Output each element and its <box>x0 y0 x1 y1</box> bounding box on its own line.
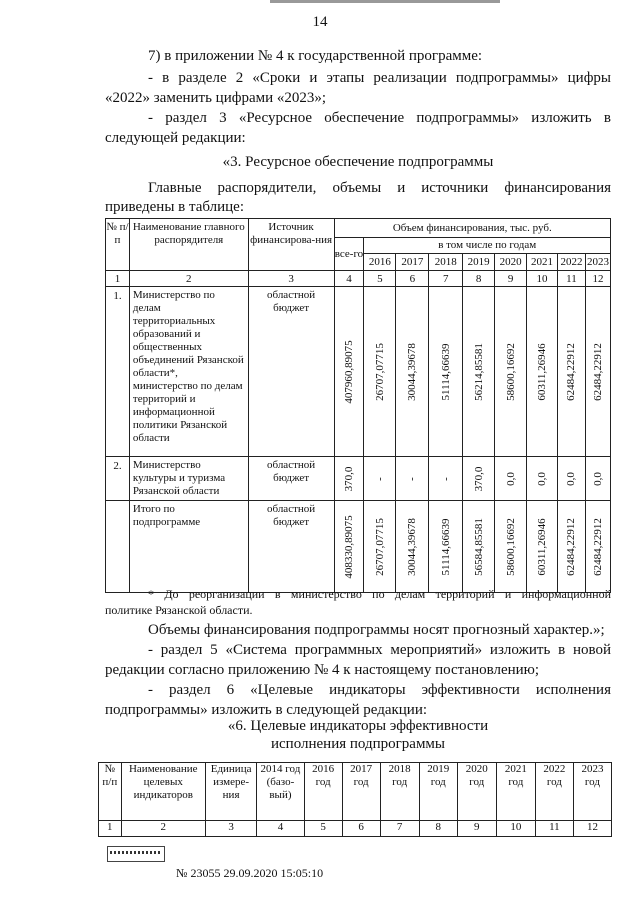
row-name: Итого по подпрограмме <box>129 501 248 593</box>
value-text: 51114,66639 <box>439 518 452 575</box>
para2-line1: Объемы финансирования подпрограммы носят прогнозный характер.»; <box>148 622 605 638</box>
value-cell <box>585 501 610 593</box>
para2-line3: редакции согласно приложению № 4 к настоящему постановлению; <box>105 662 540 678</box>
value-cell <box>334 501 364 593</box>
footnote-line1: * До реорганизации в министерство по делам территорий и информационной <box>148 587 611 601</box>
year-header: 2017 <box>396 254 429 271</box>
para1-line4: - раздел 3 «Ресурсное обеспечение подпрограммы» изложить в <box>148 110 611 126</box>
section6-title-line2: исполнения подпрограммы <box>270 736 446 752</box>
value-cell <box>463 501 495 593</box>
column-number: 2 <box>121 821 205 837</box>
table-row <box>106 457 611 501</box>
para1-line1: 7) в приложении № 4 к государственной программе: <box>148 48 483 64</box>
para1-line2: - в разделе 2 «Сроки и этапы реализации подпрограммы» цифры <box>148 70 611 86</box>
value-text: - <box>406 476 419 481</box>
scan-artifact <box>270 0 500 3</box>
column-number: 9 <box>495 271 527 287</box>
column-number: 7 <box>380 821 419 837</box>
column-number: 10 <box>496 821 535 837</box>
header-source: Источник финансирова-ния <box>248 219 334 271</box>
header-total: все-го <box>334 238 364 271</box>
value-text: 407960,89075 <box>342 339 355 404</box>
column-number: 9 <box>457 821 496 837</box>
year-header: 2018 <box>429 254 463 271</box>
para1-line3: «2022» заменить цифрами «2023»; <box>105 90 327 106</box>
value-text: 408330,89075 <box>342 514 355 579</box>
year-header: 2016 год <box>304 763 342 821</box>
value-cell <box>396 457 429 501</box>
value-cell <box>527 287 558 457</box>
value-cell <box>334 457 364 501</box>
column-number: 5 <box>304 821 342 837</box>
column-number: 4 <box>334 271 364 287</box>
column-number: 1 <box>106 271 130 287</box>
para2-line5: подпрограммы» изложить в следующей редакции: <box>105 702 428 718</box>
year-header: 2019 <box>463 254 495 271</box>
header-num: № п/п <box>106 219 130 271</box>
column-number: 10 <box>527 271 558 287</box>
row-number <box>106 501 130 593</box>
value-cell <box>334 287 364 457</box>
value-cell <box>527 457 558 501</box>
row-number: 1. <box>106 287 130 457</box>
row-number: 2. <box>106 457 130 501</box>
barcode-mark <box>110 851 160 854</box>
value-cell <box>364 501 396 593</box>
value-cell <box>557 287 585 457</box>
value-text: 62484,22912 <box>565 517 578 576</box>
header-volume: Объем финансирования, тыс. руб. <box>334 219 610 238</box>
value-text: 56214,85581 <box>472 342 485 401</box>
intro-line2: приведены в таблице: <box>105 199 245 215</box>
column-number: 12 <box>585 271 610 287</box>
value-text: 370,0 <box>472 466 485 491</box>
row-name: Министерство по делам территориальных образований и общественных объединений Рязанской области*, министерство по делам территорий и информационной политики Рязанской области <box>129 287 248 457</box>
value-cell <box>364 287 396 457</box>
year-header: 2020 <box>495 254 527 271</box>
footnote-line2: политике Рязанской области. <box>105 603 253 617</box>
value-text: 0,0 <box>565 471 578 486</box>
para2-line4: - раздел 6 «Целевые индикаторы эффективности исполнения <box>148 682 611 698</box>
value-cell <box>557 501 585 593</box>
year-header: 2018 год <box>380 763 419 821</box>
indicators-table <box>98 762 612 837</box>
column-number: 8 <box>419 821 457 837</box>
value-text: 0,0 <box>504 471 517 486</box>
year-header: 2020 год <box>457 763 496 821</box>
value-cell <box>585 287 610 457</box>
column-number: 4 <box>257 821 304 837</box>
value-cell <box>429 457 463 501</box>
value-text: 62484,22912 <box>565 342 578 401</box>
column-number: 1 <box>99 821 122 837</box>
value-cell <box>429 501 463 593</box>
registration-number: № 23055 29.09.2020 15:05:10 <box>176 866 324 880</box>
value-cell <box>396 501 429 593</box>
value-text: 30044,39678 <box>406 517 419 576</box>
value-cell <box>495 287 527 457</box>
value-cell <box>495 501 527 593</box>
header-name: Наименование главного распорядителя <box>129 219 248 271</box>
section3-title: «3. Ресурсное обеспечение подпрограммы <box>222 154 494 170</box>
table-row-total <box>106 501 611 593</box>
value-cell <box>527 501 558 593</box>
para2-line2: - раздел 5 «Система программных мероприятий» изложить в новой <box>148 642 611 658</box>
row-source: областной бюджет <box>248 457 334 501</box>
value-text: 0,0 <box>536 471 548 486</box>
value-cell <box>557 457 585 501</box>
value-text: 62484,22912 <box>591 517 604 576</box>
value-cell <box>364 457 396 501</box>
section6-title-line1: «6. Целевые индикаторы эффективности <box>227 718 489 734</box>
value-text: 0,0 <box>591 471 604 486</box>
value-cell <box>463 287 495 457</box>
column-number: 8 <box>463 271 495 287</box>
value-text: 58600,16692 <box>504 342 517 401</box>
para1-line5: следующей редакции: <box>105 130 246 146</box>
column-number: 6 <box>342 821 380 837</box>
column-number: 11 <box>535 821 573 837</box>
year-header: 2023 год <box>573 763 611 821</box>
year-header: 2021 <box>527 254 558 271</box>
value-text: 26707,07715 <box>373 517 386 576</box>
column-number: 5 <box>364 271 396 287</box>
official-stamp <box>107 846 165 862</box>
year-header: 2016 <box>364 254 396 271</box>
value-cell <box>585 457 610 501</box>
table-row <box>106 287 611 457</box>
value-text: 58600,16692 <box>504 517 517 576</box>
value-text: 56584,85581 <box>472 517 485 576</box>
row-source: областной бюджет <box>248 501 334 593</box>
column-number: 3 <box>205 821 256 837</box>
year-header: 2019 год <box>419 763 457 821</box>
row-name: Министерство культуры и туризма Рязанской области <box>129 457 248 501</box>
column-number: 11 <box>557 271 585 287</box>
value-cell <box>396 287 429 457</box>
value-text: - <box>439 476 452 481</box>
value-cell <box>495 457 527 501</box>
intro-line1: Главные распорядители, объемы и источники финансирования <box>148 180 611 196</box>
value-text: 60311,26946 <box>536 342 548 401</box>
column-number: 7 <box>429 271 463 287</box>
year-header: 2017 год <box>342 763 380 821</box>
header-by-years: в том числе по годам <box>364 238 611 254</box>
row-source: областной бюджет <box>248 287 334 457</box>
header-base-year: 2014 год (базо-вый) <box>257 763 304 821</box>
column-number: 12 <box>573 821 611 837</box>
header-num: № п/п <box>99 763 122 821</box>
column-number: 2 <box>129 271 248 287</box>
funding-table <box>105 218 611 593</box>
header-unit: Единица измере-ния <box>205 763 256 821</box>
year-header: 2022 год <box>535 763 573 821</box>
value-text: - <box>373 476 386 481</box>
column-number: 3 <box>248 271 334 287</box>
value-text: 62484,22912 <box>591 342 604 401</box>
value-text: 370,0 <box>342 466 355 491</box>
year-header: 2022 <box>557 254 585 271</box>
value-text: 30044,39678 <box>406 342 419 401</box>
year-header: 2023 <box>585 254 610 271</box>
header-name: Наименование целевых индикаторов <box>121 763 205 821</box>
page-number: 14 <box>312 14 328 30</box>
value-cell <box>463 457 495 501</box>
value-text: 51114,66639 <box>439 343 452 400</box>
column-number: 6 <box>396 271 429 287</box>
value-text: 60311,26946 <box>536 517 548 576</box>
value-text: 26707,07715 <box>373 342 386 401</box>
value-cell <box>429 287 463 457</box>
year-header: 2021 год <box>496 763 535 821</box>
